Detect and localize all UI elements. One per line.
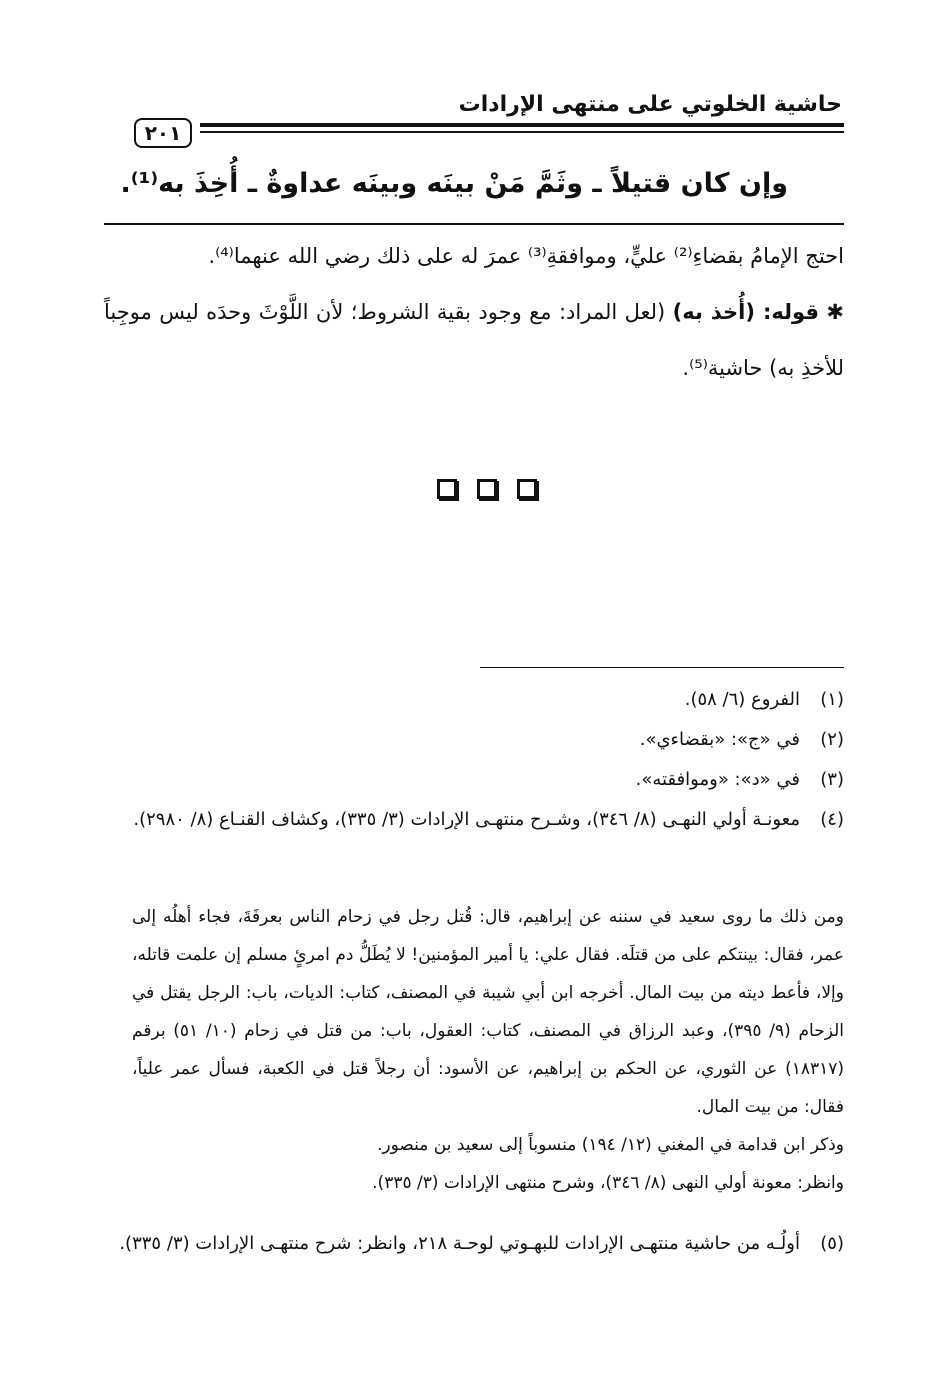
separator-square-icon xyxy=(477,479,497,499)
footnote-number: (٣) xyxy=(820,769,844,790)
footnote-text: معونـة أولي النهـى (٨/ ٣٤٦)، وشـرح منتهـى الإرادات (٣/ ٣٣٥)، وكشاف القنـاع (٨/ ٢٩٨٠). xyxy=(133,809,800,830)
header-rule-thick xyxy=(200,123,844,127)
footnote-number: (١) xyxy=(820,689,844,710)
header-rule-thin xyxy=(200,131,844,133)
footnote-4-paragraph: وذكر ابن قدامة في المغني (١٢/ ١٩٤) منسوباً إلى سعيد بن منصور. xyxy=(376,1135,844,1155)
footnote-text: في «ج»: «بقضاءي». xyxy=(639,729,800,750)
footnote-item xyxy=(104,760,844,800)
footnote-text: في «د»: «وموافقته». xyxy=(635,769,800,790)
matn-divider xyxy=(104,223,844,225)
page-number: ٢٠١ xyxy=(134,118,192,148)
matn-text: وإن كان قتيلاً ـ وثَمَّ مَنْ بينَه وبينَه عداوةٌ ـ أُخِذَ به⁽¹⁾. xyxy=(120,168,788,199)
qawluhu-label: قوله: (أُخذ به) xyxy=(672,300,819,324)
footnote-4-extra xyxy=(132,898,844,1202)
section-separator xyxy=(437,479,537,503)
footnote-number: (٤) xyxy=(820,809,844,830)
commentary-text: (لعل المراد: مع وجود بقية الشروط؛ لأن اللَّوْثَ وحدَه ليس موجِباً للأخذِ به) حاشية⁽⁵⁾. xyxy=(104,300,844,380)
commentary-paragraph-2 xyxy=(104,284,844,396)
footnote-item xyxy=(104,1224,844,1264)
footnote-4-paragraph: ومن ذلك ما روى سعيد في سننه عن إبراهيم، قال: قُتل رجل في زحام الناس بعرفَةَ، فجاء أهلُه إلى عمر، فقال: بينتكم على من قتلَه. فقال علي: يا أمير المؤمنين! لا يُطَلُّ دم امرئٍ مسلم إن علمت قاتله، وإلا، فأعط ديته من بيت المال. أخرجه ابن أبي شيبة في المصنف، كتاب: الديات، باب: الرجل يقتل في الزحام (٩/ ٣٩٥)، وعبد الرزاق في المصنف، كتاب: العقول، باب: من قتل في زحام (١٠/ ٥١) برقم (١٨٣١٧) عن الثوري، عن الحكم بن إبراهيم، عن الأسود: أن رجلاً قتل في الكعبة، فسأل عمر علياً، فقال: من بيت المال. xyxy=(132,907,844,1117)
bullet-asterisk-icon: ✱ xyxy=(826,300,844,324)
footnotes-block xyxy=(104,680,844,840)
separator-square-icon xyxy=(517,479,537,499)
commentary-line-1: احتج الإمامُ بقضاءِ⁽²⁾ عليٍّ، وموافقةِ⁽³⁾ عمرَ له على ذلك رضي الله عنهما⁽⁴⁾. xyxy=(208,244,844,268)
footnote-item xyxy=(104,720,844,760)
separator-square-icon xyxy=(437,479,457,499)
footnote-number: (٢) xyxy=(820,729,844,750)
footnote-text: أولُـه من حاشية منتهـى الإرادات للبهـوتي لوحـة ٢١٨، وانظر: شرح منتهـى الإرادات (٣/ ٣٣٥). xyxy=(119,1233,800,1254)
footnote-item xyxy=(104,680,844,720)
footnote-5-block xyxy=(104,1224,844,1264)
footnote-divider xyxy=(480,667,844,668)
running-header-title: حاشية الخلوتي على منتهى الإرادات xyxy=(458,92,842,117)
footnote-text: الفروع (٦/ ٥٨). xyxy=(684,689,800,710)
footnote-item xyxy=(104,800,844,840)
footnote-number: (٥) xyxy=(820,1233,844,1254)
footnote-4-paragraph: وانظر: معونة أولي النهى (٨/ ٣٤٦)، وشرح منتهى الإرادات (٣/ ٣٣٥). xyxy=(372,1173,844,1193)
